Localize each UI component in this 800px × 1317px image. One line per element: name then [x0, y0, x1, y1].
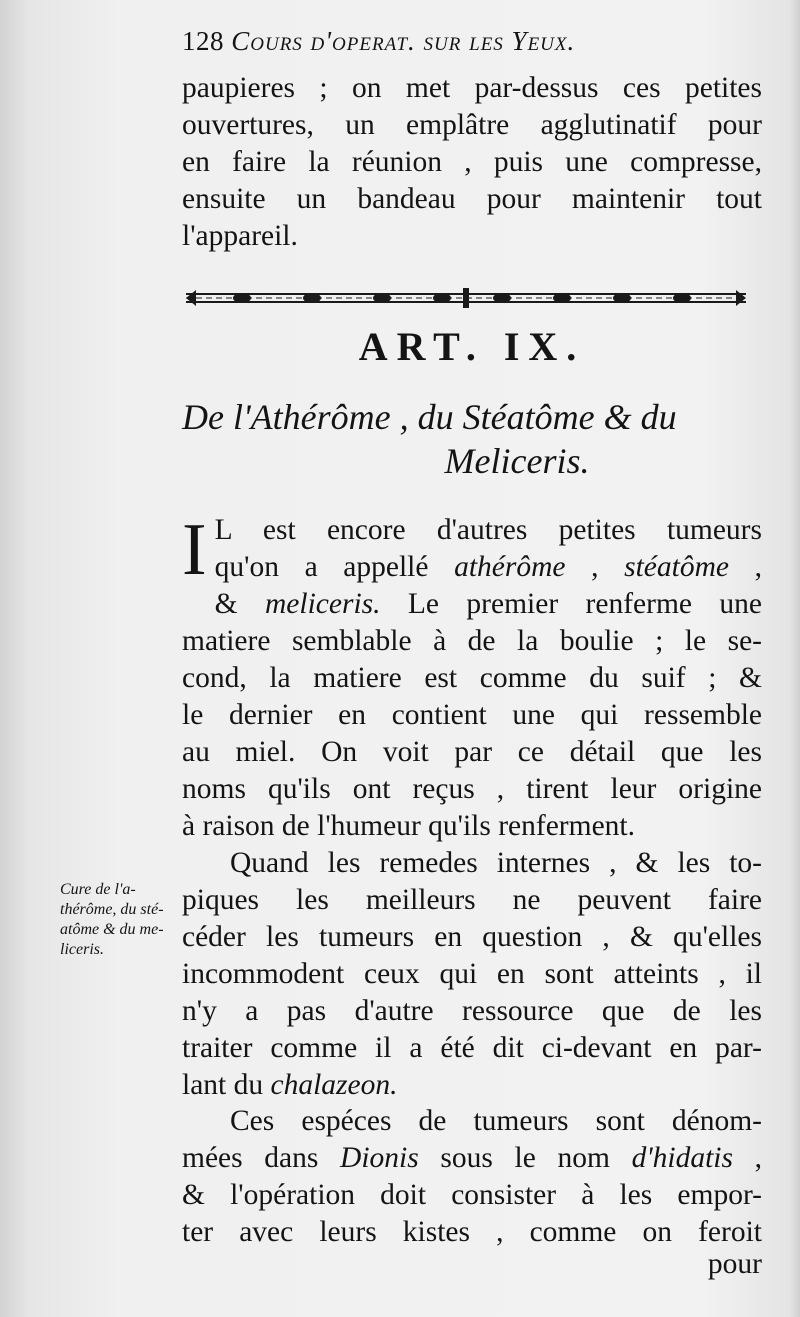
text-line: le dernier en contient une qui ressemble — [182, 699, 762, 731]
text-line — [182, 586, 762, 623]
paragraph — [182, 845, 762, 1104]
marginal-note — [60, 880, 185, 960]
paragraph — [182, 1103, 762, 1251]
text-line: l'appareil. — [182, 220, 298, 252]
marginal-note-line: liceris. — [60, 941, 104, 958]
text-line: en faire la réunion , puis une compresse, — [182, 146, 762, 178]
text-line: piques les meilleurs ne peuvent faire — [182, 884, 762, 916]
text-run: lant du — [182, 1069, 271, 1101]
section-title-line: De l'Athérôme , du Stéatôme & du — [182, 397, 677, 437]
catchword: pour — [707, 1248, 762, 1280]
italic-term: Dionis — [340, 1142, 419, 1174]
section-title-line: Meliceris. — [444, 441, 590, 481]
text-line — [182, 1140, 762, 1177]
text-line: à raison de l'humeur qu'ils renferment. — [182, 810, 635, 842]
text-line — [182, 1067, 762, 1104]
text-run: & — [214, 588, 265, 620]
italic-term: athérôme — [454, 551, 566, 583]
article-heading: ART. IX. — [358, 324, 586, 369]
ornamental-rule — [182, 283, 750, 313]
section-title — [182, 395, 762, 483]
marginal-note-line: atôme & du me- — [60, 921, 164, 938]
text-line — [182, 549, 762, 586]
text-line: cond, la matiere est comme du suif ; & — [182, 662, 762, 694]
drop-cap: I — [182, 509, 207, 591]
text-line: Quand les remedes internes , & les to- — [230, 847, 762, 879]
marginal-note-line: Cure de l'a- — [60, 881, 136, 898]
italic-term: chalazeon. — [270, 1069, 398, 1101]
text-run: qu'on a appellé — [214, 551, 455, 583]
page-number: 128 — [182, 26, 224, 56]
marginal-note-line: thérôme, du sté- — [60, 901, 164, 918]
text-line: matiere semblable à de la boulie ; le se- — [182, 625, 762, 657]
italic-term: meliceris. — [265, 588, 381, 620]
text-line: n'y a pas d'autre ressource que de les — [182, 995, 762, 1027]
text-line: incommodent ceux qui en sont atteints , il — [182, 958, 762, 990]
text-run: , — [732, 1142, 763, 1174]
text-run: sous le nom — [418, 1142, 632, 1174]
text-line: noms qu'ils ont reçus , tirent leur origine — [182, 773, 762, 805]
text-run: , — [565, 551, 625, 583]
text-run: , — [729, 551, 762, 583]
text-line: traiter comme il a été dit ci-devant en par- — [182, 1032, 762, 1064]
italic-term: d'hidatis — [631, 1142, 733, 1174]
text-line: paupieres ; on met par-dessus ces petites — [182, 72, 762, 104]
paragraph-continued — [182, 70, 762, 255]
text-line: Ces espéces de tumeurs sont dénom- — [230, 1105, 762, 1137]
text-line: céder les tumeurs en question , & qu'elles — [182, 921, 762, 953]
text-line: ter avec leurs kistes , comme on feroit — [182, 1216, 762, 1248]
paragraph — [182, 509, 762, 845]
text-line: & l'opération doit consister à les empor- — [182, 1179, 762, 1211]
running-title: Cours d'operat. sur les Yeux. — [231, 26, 576, 56]
text-run: mées dans — [182, 1142, 341, 1174]
text-line: ouvertures, un emplâtre agglutinatif pour — [182, 109, 762, 141]
text-run: Le premier renferme une — [380, 588, 762, 620]
running-head — [182, 26, 742, 57]
text-line: L est encore d'autres petites tumeurs — [214, 514, 762, 546]
italic-term: stéatôme — [624, 551, 729, 583]
text-line: ensuite un bandeau pour maintenir tout — [182, 183, 762, 215]
text-line: au miel. On voit par ce détail que les — [182, 736, 762, 768]
